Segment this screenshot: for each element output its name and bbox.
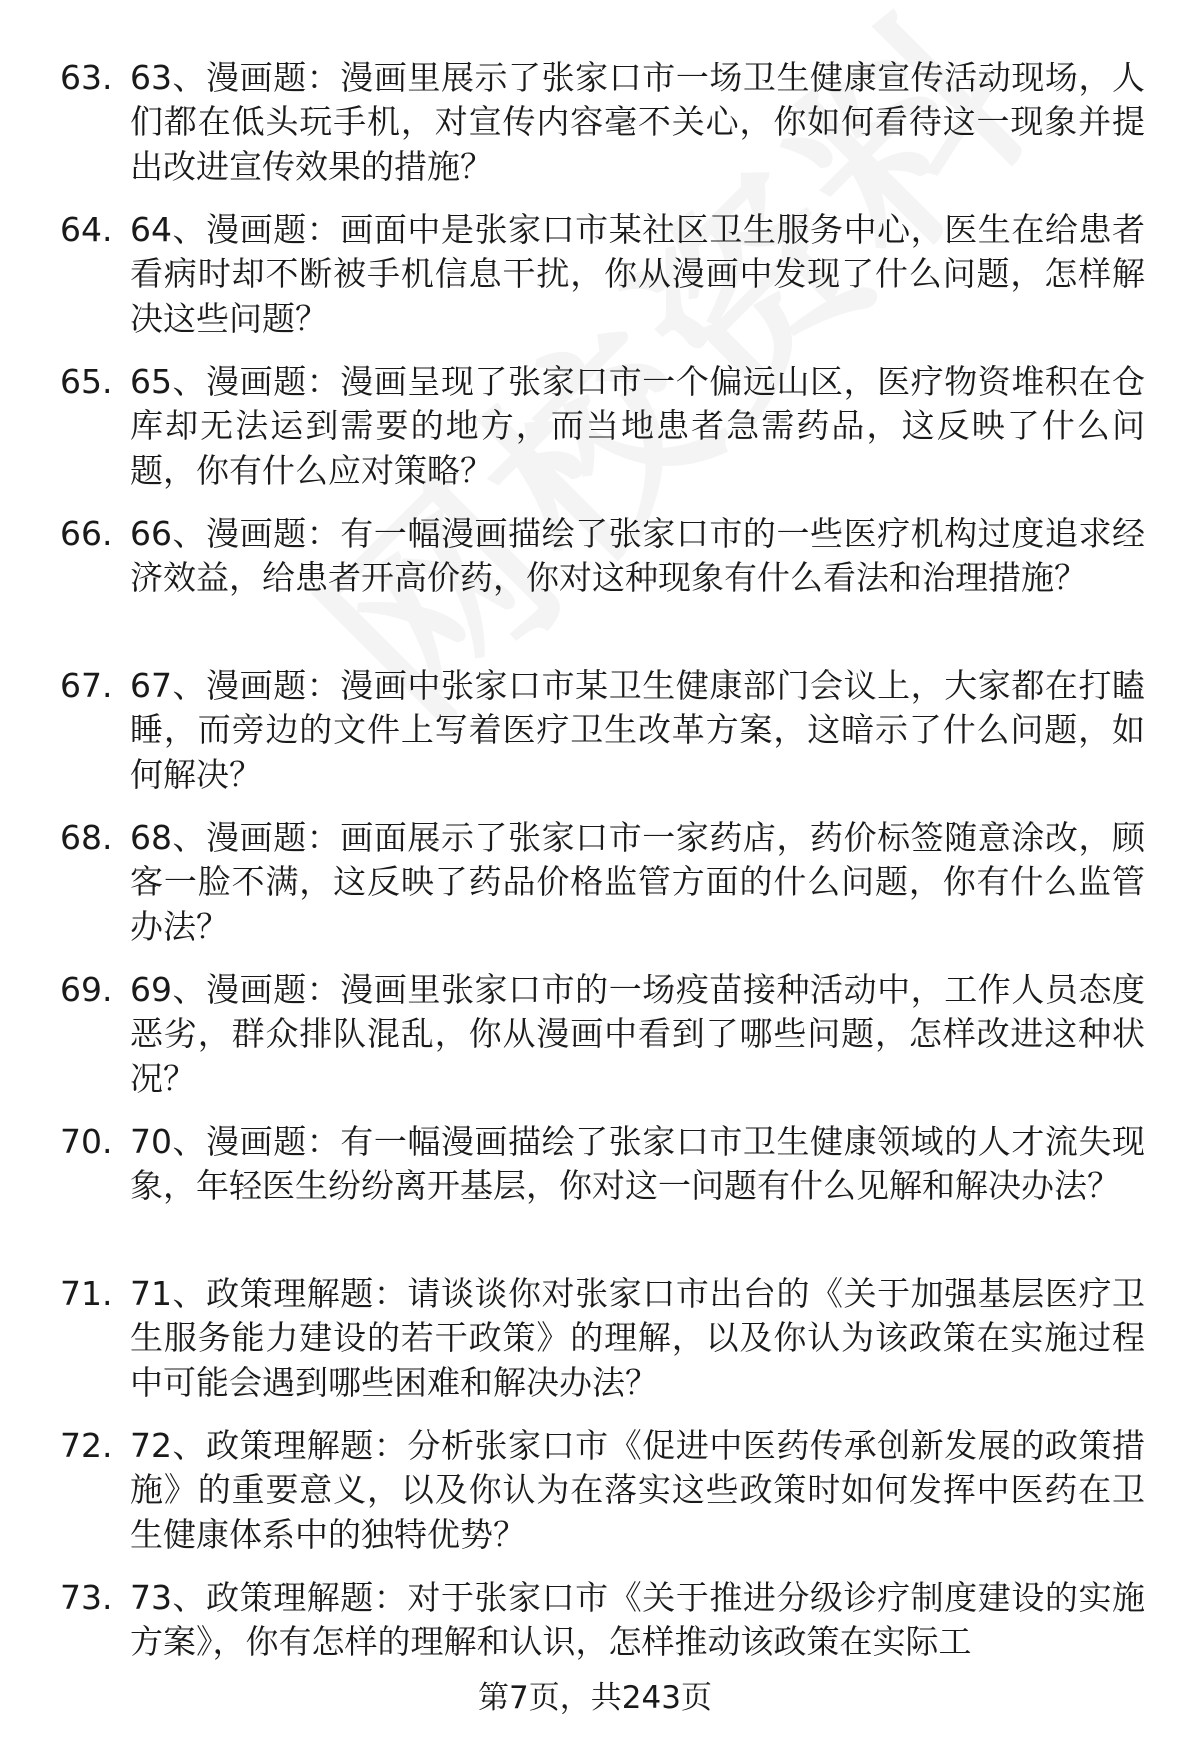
question-number: 64. [60,210,113,249]
question-item [0,1424,1190,1557]
question-number: 72. [60,1426,113,1465]
question-number: 71. [60,1274,113,1313]
question-item [0,968,1190,1101]
question-number: 67. [60,666,113,705]
question-text: 64、漫画题：画面中是张家口市某社区卫生服务中心，医生在给患者看病时却不断被手机信息干扰，你从漫画中发现了什么问题，怎样解决这些问题？ [130,210,1145,338]
question-item [0,208,1190,341]
question-number: 65. [60,362,113,401]
question-text: 65、漫画题：漫画呈现了张家口市一个偏远山区，医疗物资堆积在仓库却无法运到需要的地方，而当地患者急需药品，这反映了什么问题，你有什么应对策略？ [130,362,1145,490]
question-text: 69、漫画题：漫画里张家口市的一场疫苗接种活动中，工作人员态度恶劣，群众排队混乱，你从漫画中看到了哪些问题，怎样改进这种状况？ [130,970,1145,1098]
page-footer: 第7页，共243页 [478,1680,712,1716]
question-item [0,56,1190,189]
question-number: 68. [60,818,113,857]
question-item [0,512,1190,645]
question-list [0,56,1190,1728]
question-text: 71、政策理解题：请谈谈你对张家口市出台的《关于加强基层医疗卫生服务能力建设的若干政策》的理解，以及你认为该政策在实施过程中可能会遇到哪些困难和解决办法？ [130,1274,1145,1402]
question-item [0,360,1190,493]
question-text: 68、漫画题：画面展示了张家口市一家药店，药价标签随意涂改，顾客一脸不满，这反映了药品价格监管方面的什么问题，你有什么监管办法？ [130,818,1145,946]
question-number: 70. [60,1122,113,1161]
question-text: 72、政策理解题：分析张家口市《促进中医药传承创新发展的政策措施》的重要意义，以及你认为在落实这些政策时如何发挥中医药在卫生健康体系中的独特优势？ [130,1426,1145,1554]
question-number: 73. [60,1578,113,1617]
question-number: 69. [60,970,113,1009]
question-number: 63. [60,58,113,97]
question-text: 66、漫画题：有一幅漫画描绘了张家口市的一些医疗机构过度追求经济效益，给患者开高价药，你对这种现象有什么看法和治理措施？ [130,514,1145,598]
question-item [0,816,1190,949]
question-item [0,1272,1190,1405]
question-number: 66. [60,514,113,553]
question-text: 70、漫画题：有一幅漫画描绘了张家口市卫生健康领域的人才流失现象，年轻医生纷纷离开基层，你对这一问题有什么见解和解决办法？ [130,1122,1145,1206]
question-text: 67、漫画题：漫画中张家口市某卫生健康部门会议上，大家都在打瞌睡，而旁边的文件上写着医疗卫生改革方案，这暗示了什么问题，如何解决？ [130,666,1145,794]
question-text: 73、政策理解题：对于张家口市《关于推进分级诊疗制度建设的实施方案》，你有怎样的理解和认识，怎样推动该政策在实际工 [130,1578,1145,1662]
question-item [0,664,1190,797]
question-item [0,1120,1190,1253]
question-text: 63、漫画题：漫画里展示了张家口市一场卫生健康宣传活动现场，人们都在低头玩手机，对宣传内容毫不关心，你如何看待这一现象并提出改进宣传效果的措施？ [130,58,1145,186]
